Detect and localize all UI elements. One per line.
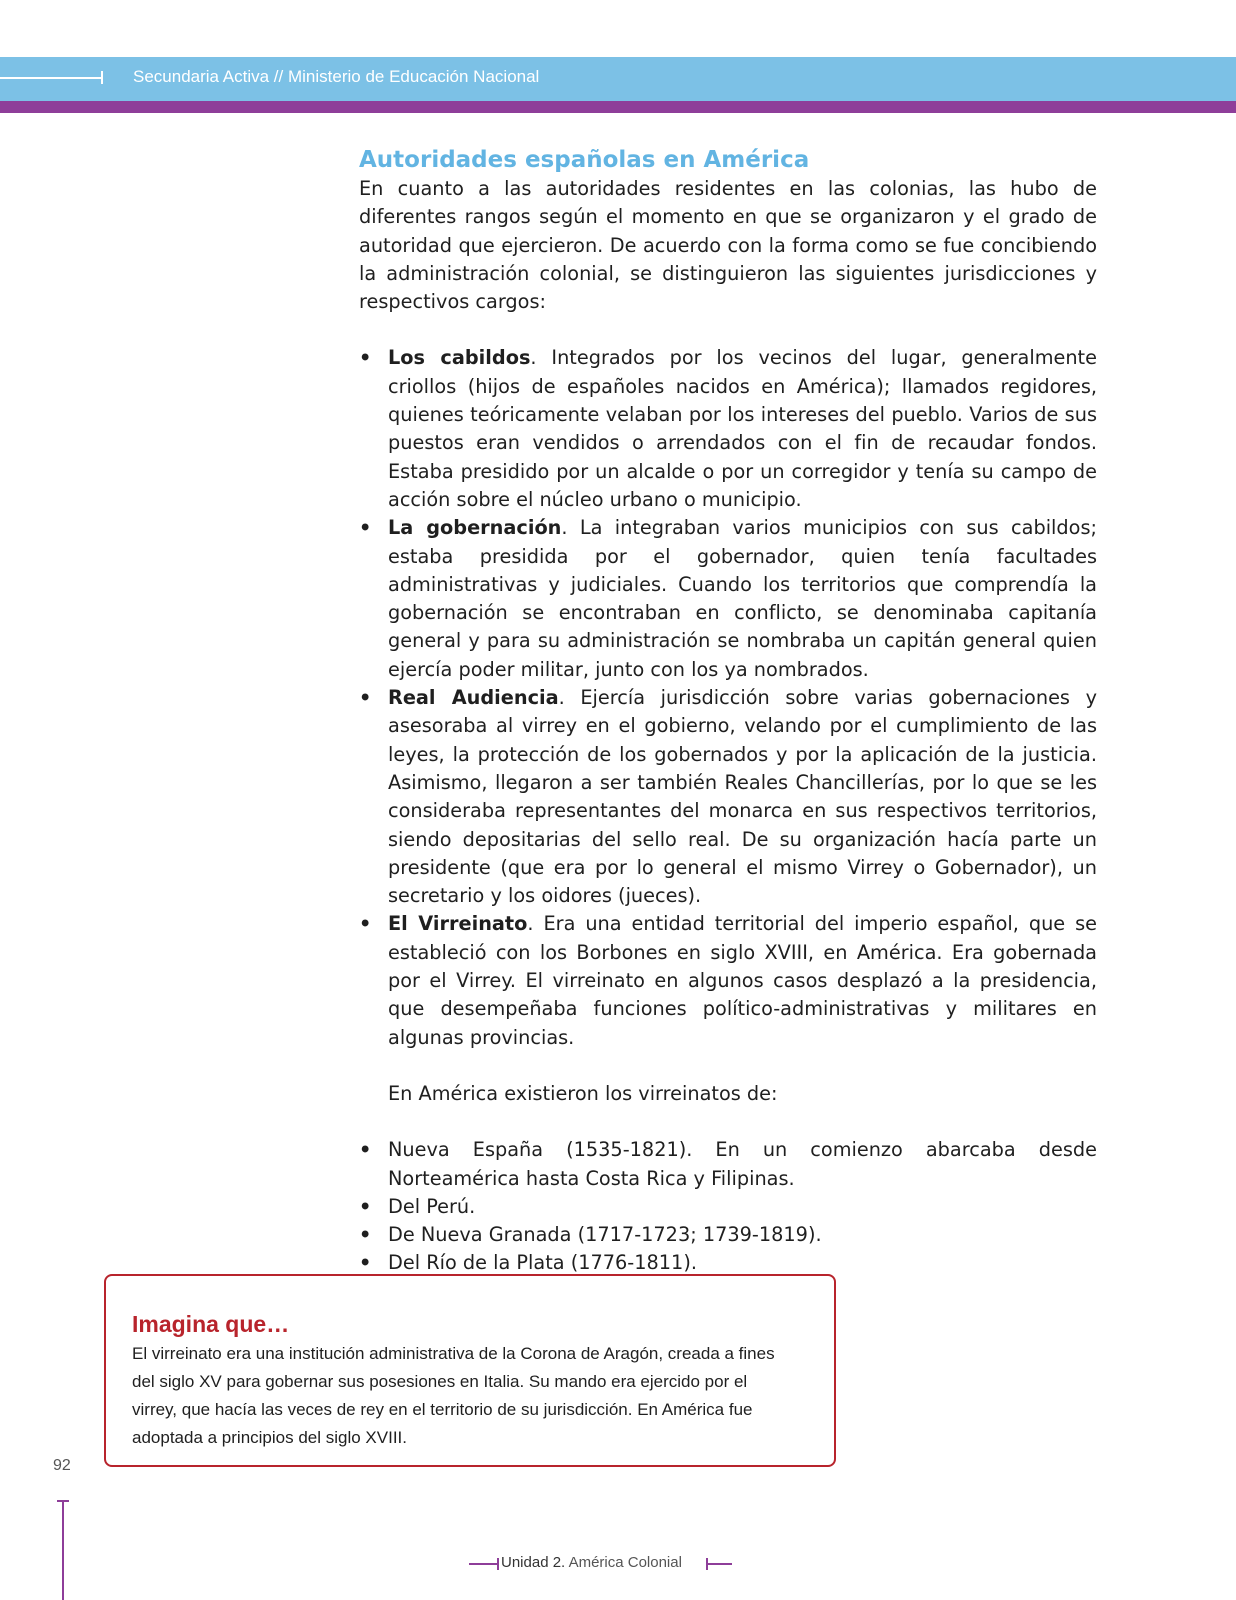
list-item: • Del Perú. — [359, 1193, 1097, 1221]
footer-rule-right — [706, 1563, 732, 1565]
list-item: • Nueva España (1535-1821). En un comienzo abarcaba desde Norteamérica hasta Costa Rica y Filipinas. — [359, 1136, 1097, 1193]
footer-unit: Unidad 2. — [501, 1554, 566, 1571]
list-item: • Del Río de la Plata (1776-1811). — [359, 1249, 1097, 1277]
footer-title: América Colonial — [568, 1554, 682, 1571]
list-item — [359, 344, 1097, 514]
page-number: 92 — [53, 1457, 71, 1474]
header-rule — [0, 77, 102, 79]
item-term: Real Audiencia — [388, 686, 559, 710]
margin-line — [62, 1500, 64, 1600]
footer-rule-left-tick — [497, 1558, 499, 1570]
jurisdiction-list — [359, 344, 1097, 1051]
footer-rule-left — [469, 1563, 499, 1565]
footer — [469, 1553, 731, 1575]
item-text: . La integraban varios municipios con sus cabildos; estaba presidida por el gobernador, quien tenía facultades administrativas y judiciales. Cuando los territorios que comprendía la gobernación se encontraban en conflicto, se denominaba capitanía general y para su administración se nombraba un capitán general quien ejercía poder militar, junto con los ya nombrados. — [388, 516, 1097, 681]
item-term: La gobernación — [388, 516, 562, 540]
list-item — [359, 684, 1097, 910]
virreinatos-list — [359, 1136, 1097, 1277]
item-text: . Era una entidad territorial del imperio español, que se estableció con los Borbones en siglo XVIII, en América. Era gobernada por el Virrey. El virreinato en algunos casos desplazó a la presidencia, que desempeñaba funciones político-administrativas y militares en algunas provincias. — [388, 912, 1097, 1049]
header-rule-tick — [101, 71, 103, 84]
header-stripe — [0, 101, 1236, 113]
item-term: Los cabildos — [388, 346, 531, 370]
imagina-text: El virreinato era una institución administrativa de la Corona de Aragón, creada a fines del siglo XV para gobernar sus posesiones en Italia. Su mando era ejercido por el virrey, que hacía las veces de rey en el territorio de su jurisdicción. En América fue adoptada a principios del siglo XVIII. — [132, 1344, 775, 1447]
item-term: El Virreinato — [388, 912, 528, 936]
item-text: . Ejercía jurisdicción sobre varias gobernaciones y asesoraba al virrey en el gobierno, velando por el cumplimiento de las leyes, la protección de los gobernados y por la aplicación de la justicia. Asimismo, llegaron a ser también Reales Chancillerías, por lo que se les consideraba representantes del monarca en sus respectivos territorios, siendo depositarias del sello real. De su organización hacía parte un presidente (que era por lo general el mismo Virrey o Gobernador), un secretario y los oidores (jueces). — [388, 686, 1097, 908]
item-text: . Integrados por los vecinos del lugar, generalmente criollos (hijos de españoles nacidos en América); llamados regidores, quienes teóricamente velaban por los intereses del pueblo. Varios de sus puestos eran vendidos o arrendados con el fin de recaudar fondos. Estaba presidido por un alcalde o por un corregidor y tenía su campo de acción sobre el núcleo urbano o municipio. — [388, 346, 1097, 511]
virreinatos-intro: En América existieron los virreinatos de: — [388, 1081, 778, 1105]
footer-text — [501, 1554, 682, 1571]
imagina-box — [104, 1274, 836, 1467]
imagina-title: Imagina que… — [132, 1311, 290, 1337]
main-content — [359, 145, 1097, 1278]
list-item: • De Nueva Granada (1717-1723; 1739-1819). — [359, 1221, 1097, 1249]
intro-paragraph: En cuanto a las autoridades residentes en las colonias, las hubo de diferentes rangos según el momento en que se organizaron y el grado de autoridad que ejercieron. De acuerdo con la forma como se fue concibiendo la administración colonial, se distinguieron las siguientes jurisdicciones y respectivos cargos: — [359, 177, 1097, 314]
list-item — [359, 514, 1097, 684]
list-item — [359, 910, 1097, 1051]
section-title: Autoridades españolas en América — [359, 147, 810, 173]
running-header: Secundaria Activa // Ministerio de Educación Nacional — [133, 67, 540, 86]
